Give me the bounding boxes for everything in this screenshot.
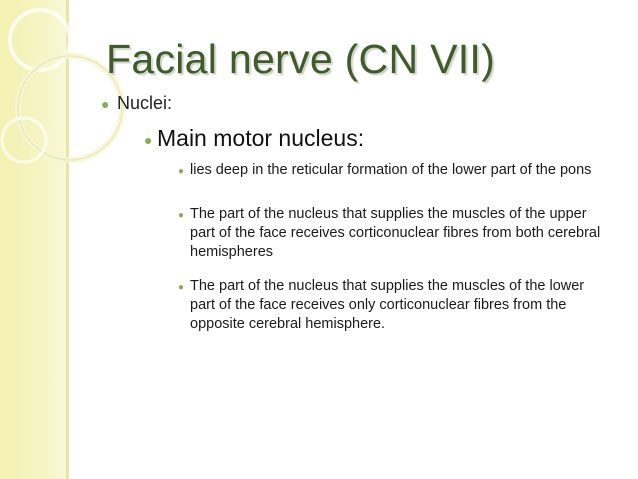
bullet-icon: ● bbox=[101, 96, 110, 112]
bullet-icon: ● bbox=[178, 166, 185, 177]
bullet-icon: ● bbox=[144, 132, 153, 148]
bullet-level3-item bbox=[178, 277, 610, 334]
bullet-level3-item bbox=[178, 161, 610, 180]
bullet-level1 bbox=[101, 93, 173, 114]
bullet-level3-item bbox=[178, 205, 610, 262]
bullet-text: The part of the nucleus that supplies the muscles of the upper part of the face receives corticonuclear fibres from both cerebral hemispheres bbox=[190, 206, 601, 260]
bullet-text: The part of the nucleus that supplies the muscles of the lower part of the face receives only corticonuclear fibres from the opposite cerebral hemisphere. bbox=[190, 278, 585, 332]
bullet-text: Nuclei: bbox=[117, 93, 173, 113]
bullet-icon: ● bbox=[178, 210, 185, 221]
bullet-icon: ● bbox=[178, 282, 185, 293]
bullet-level2 bbox=[144, 125, 365, 152]
bullet-text: lies deep in the reticular formation of the lower part of the pons bbox=[190, 162, 592, 178]
slide-title: Facial nerve (CN VII) bbox=[106, 36, 496, 82]
bullet-text: Main motor nucleus: bbox=[157, 125, 365, 151]
